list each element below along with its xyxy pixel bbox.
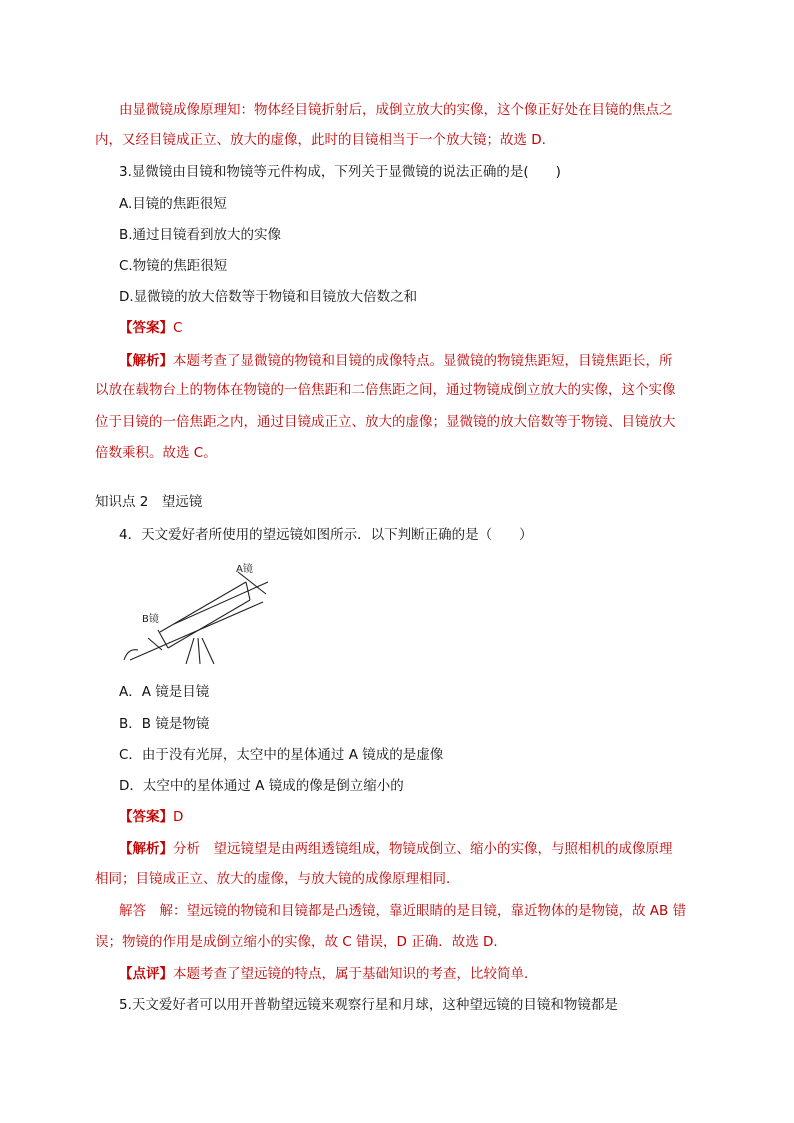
question-4-analysis-line-1 — [119, 840, 673, 858]
question-3-option-a: A.目镜的焦距很短 — [119, 196, 227, 212]
tripod-leg-mid — [198, 638, 200, 664]
question-4-option-b: B．B 镜是物镜 — [119, 716, 210, 732]
comment-text: 本题考查了望远镜的特点，属于基础知识的考查，比较简单． — [173, 966, 538, 982]
question-5-stem: 5.天文爱好者可以用开普勒望远镜来观察行星和月球，这种望远镜的目镜和物镜都是 — [119, 997, 618, 1013]
question-3-stem: 3.显微镜由目镜和物镜等元件构成，下列关于显微镜的说法正确的是( ) — [119, 164, 561, 180]
question-3-analysis-line-4: 倍数乘积。故选 C。 — [95, 445, 217, 461]
question-3-option-d: D.显微镜的放大倍数等于物镜和目镜放大倍数之和 — [119, 289, 418, 305]
label-b-lens: B镜 — [142, 614, 159, 625]
analysis-tag: 【解析】 — [119, 353, 173, 369]
tripod-leg-right — [202, 638, 214, 664]
question-3-option-b: B.通过目镜看到放大的实像 — [119, 227, 282, 243]
question-3-answer — [119, 319, 182, 337]
analysis-tag: 【解析】 — [119, 841, 173, 857]
comment-tag: 【点评】 — [119, 966, 173, 982]
answer-tag: 【答案】 — [119, 320, 173, 336]
question-4-comment — [119, 965, 538, 983]
answer-value: D — [173, 809, 184, 825]
question-3-analysis-line-2: 以放在载物台上的物体在物镜的一倍焦距和二倍焦距之间，通过物镜成倒立放大的实像，这个实像 — [95, 382, 676, 398]
tube-lower-edge — [168, 600, 250, 648]
light-ray-1 — [238, 572, 266, 594]
previous-solution-line-2: 内，又经目镜成正立、放大的虚像，此时的目镜相当于一个放大镜；故选 D. — [95, 132, 546, 148]
answer-value: C — [173, 320, 183, 336]
telescope-figure — [118, 560, 278, 668]
label-a-lens: A镜 — [236, 564, 253, 575]
answer-tag: 【答案】 — [119, 809, 173, 825]
question-4-answer — [119, 808, 183, 826]
question-4-solution-line-1: 解答 解：望远镜的物镜和目镜都是凸透镜，靠近眼睛的是目镜，靠近物体的是物镜，故 AB 错 — [119, 903, 687, 919]
eyepiece-body — [148, 638, 162, 650]
tube-upper-edge — [160, 582, 246, 632]
eye-contour — [124, 650, 138, 660]
question-4-option-a: A．A 镜是目镜 — [119, 684, 210, 700]
question-4-option-d: D．太空中的星体通过 A 镜成的像是倒立缩小的 — [119, 778, 404, 794]
question-3-analysis-line-3: 位于目镜的一倍焦距之内，通过目镜成正立、放大的虚像；显微镜的放大倍数等于物镜、目镜放大 — [95, 414, 676, 430]
question-4-analysis-line-2: 相同；目镜成正立、放大的虚像，与放大镜的成像原理相同． — [95, 871, 460, 887]
analysis-text: 分析 望远镜望是由两组透镜组成，物镜成倒立、缩小的实像，与照相机的成像原理 — [173, 841, 673, 857]
tripod-leg-left — [186, 638, 194, 664]
section-heading: 知识点 2 望远镜 — [95, 494, 203, 510]
question-4-option-c: C．由于没有光屏，太空中的星体通过 A 镜成的是虚像 — [119, 747, 444, 763]
analysis-text: 本题考查了显微镜的物镜和目镜的成像特点。显微镜的物镜焦距短，目镜焦距长，所 — [173, 353, 673, 369]
question-3-option-c: C.物镜的焦距很短 — [119, 258, 228, 274]
question-4-stem: 4．天文爱好者所使用的望远镜如图所示．以下判断正确的是（ ） — [119, 527, 533, 543]
previous-solution-line-1: 由显微镜成像原理知：物体经目镜折射后，成倒立放大的实像，这个像正好处在目镜的焦点之 — [119, 102, 673, 118]
question-3-analysis-line-1 — [119, 352, 673, 370]
light-ray-3 — [174, 582, 268, 624]
question-4-solution-line-2: 误；物镜的作用是成倒立缩小的实像，故 C 错误，D 正确．故选 D． — [95, 934, 507, 950]
